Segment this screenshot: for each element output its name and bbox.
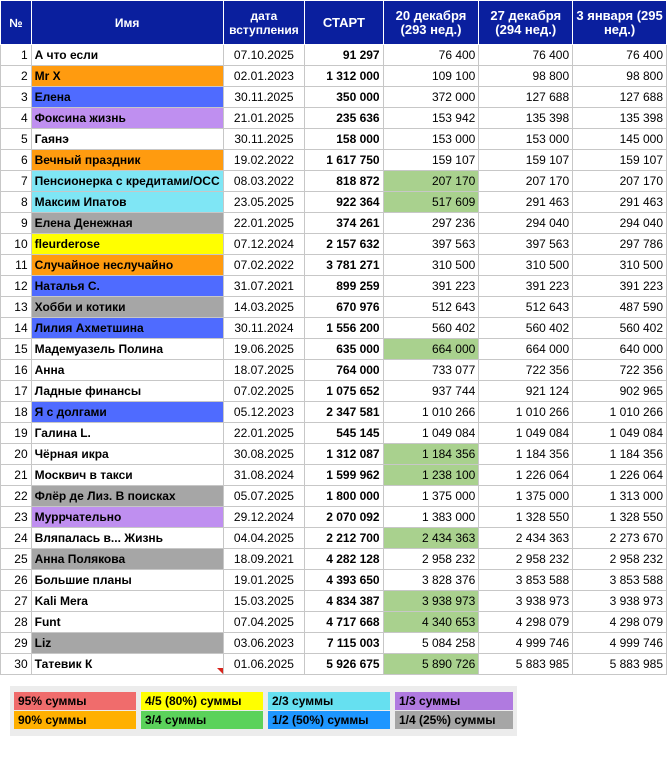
participant-name: Большие планы <box>31 570 223 591</box>
week-1-value: 1 238 100 <box>383 465 479 486</box>
week-2-value: 207 170 <box>479 171 573 192</box>
week-1-value: 1 010 266 <box>383 402 479 423</box>
participant-name: Вечный праздник <box>31 150 223 171</box>
join-date: 05.07.2025 <box>223 486 305 507</box>
start-amount: 4 282 128 <box>305 549 383 570</box>
week-2-value: 2 434 363 <box>479 528 573 549</box>
header-start: СТАРТ <box>305 1 383 45</box>
week-3-value: 1 328 550 <box>573 507 667 528</box>
row-number: 29 <box>1 633 32 654</box>
join-date: 07.02.2025 <box>223 381 305 402</box>
legend-item: 90% суммы <box>14 711 136 729</box>
week-2-value: 4 999 746 <box>479 633 573 654</box>
week-2-value: 512 643 <box>479 297 573 318</box>
week-3-value: 1 049 084 <box>573 423 667 444</box>
participant-name: А что если <box>31 45 223 66</box>
row-number: 3 <box>1 87 32 108</box>
participant-name: Флёр де Лиз. В поисках <box>31 486 223 507</box>
week-1-value: 1 383 000 <box>383 507 479 528</box>
participant-name: Елена Денежная <box>31 213 223 234</box>
start-amount: 922 364 <box>305 192 383 213</box>
join-date: 07.02.2022 <box>223 255 305 276</box>
row-number: 10 <box>1 234 32 255</box>
table-row <box>1 108 667 129</box>
week-2-value: 5 883 985 <box>479 654 573 675</box>
start-amount: 1 599 962 <box>305 465 383 486</box>
week-3-value: 135 398 <box>573 108 667 129</box>
legend-item: 1/3 суммы <box>395 692 513 710</box>
participant-name: Хобби и котики <box>31 297 223 318</box>
table-row <box>1 549 667 570</box>
comment-indicator-icon <box>217 668 223 674</box>
table-row <box>1 360 667 381</box>
participant-name: Я с долгами <box>31 402 223 423</box>
table-row <box>1 213 667 234</box>
participant-name: Галина L. <box>31 423 223 444</box>
week-1-value: 937 744 <box>383 381 479 402</box>
week-3-value: 902 965 <box>573 381 667 402</box>
week-2-value: 397 563 <box>479 234 573 255</box>
start-amount: 2 212 700 <box>305 528 383 549</box>
table-row <box>1 297 667 318</box>
week-2-value: 153 000 <box>479 129 573 150</box>
join-date: 21.01.2025 <box>223 108 305 129</box>
header-num: № <box>1 1 32 45</box>
week-1-value: 1 375 000 <box>383 486 479 507</box>
week-2-value: 294 040 <box>479 213 573 234</box>
start-amount: 3 781 271 <box>305 255 383 276</box>
join-date: 31.08.2024 <box>223 465 305 486</box>
week-3-value: 291 463 <box>573 192 667 213</box>
week-2-value: 4 298 079 <box>479 612 573 633</box>
start-amount: 1 075 652 <box>305 381 383 402</box>
week-1-value: 76 400 <box>383 45 479 66</box>
week-3-value: 1 226 064 <box>573 465 667 486</box>
join-date: 15.03.2025 <box>223 591 305 612</box>
table-row <box>1 654 667 675</box>
legend-item: 2/3 суммы <box>268 692 390 710</box>
row-number: 14 <box>1 318 32 339</box>
table-row <box>1 276 667 297</box>
row-number: 8 <box>1 192 32 213</box>
week-1-value: 1 184 356 <box>383 444 479 465</box>
join-date: 29.12.2024 <box>223 507 305 528</box>
table-row <box>1 66 667 87</box>
table-row <box>1 45 667 66</box>
start-amount: 818 872 <box>305 171 383 192</box>
legend-item: 95% суммы <box>14 692 136 710</box>
week-3-value: 207 170 <box>573 171 667 192</box>
row-number: 1 <box>1 45 32 66</box>
week-3-value: 2 273 670 <box>573 528 667 549</box>
table-row <box>1 591 667 612</box>
table-row <box>1 87 667 108</box>
table-row <box>1 423 667 444</box>
row-number: 30 <box>1 654 32 675</box>
week-3-value: 560 402 <box>573 318 667 339</box>
table-row <box>1 255 667 276</box>
participant-name: Анна <box>31 360 223 381</box>
week-3-value: 127 688 <box>573 87 667 108</box>
week-2-value: 310 500 <box>479 255 573 276</box>
table-row <box>1 381 667 402</box>
week-3-value: 2 958 232 <box>573 549 667 570</box>
color-legend <box>10 686 517 736</box>
table-row <box>1 318 667 339</box>
week-2-value: 76 400 <box>479 45 573 66</box>
week-3-value: 3 938 973 <box>573 591 667 612</box>
row-number: 15 <box>1 339 32 360</box>
participant-name: Kali Mera <box>31 591 223 612</box>
week-2-value: 664 000 <box>479 339 573 360</box>
week-3-value: 297 786 <box>573 234 667 255</box>
participant-name: Liz <box>31 633 223 654</box>
participant-name: Татевик К <box>31 654 223 675</box>
row-number: 24 <box>1 528 32 549</box>
table-row <box>1 612 667 633</box>
participant-name: Наталья С. <box>31 276 223 297</box>
week-3-value: 4 298 079 <box>573 612 667 633</box>
table-row <box>1 129 667 150</box>
week-1-value: 5 890 726 <box>383 654 479 675</box>
week-2-value: 560 402 <box>479 318 573 339</box>
week-1-value: 4 340 653 <box>383 612 479 633</box>
week-3-value: 4 999 746 <box>573 633 667 654</box>
week-2-value: 1 375 000 <box>479 486 573 507</box>
row-number: 11 <box>1 255 32 276</box>
participant-name: Mr X <box>31 66 223 87</box>
week-1-value: 5 084 258 <box>383 633 479 654</box>
participant-name: Фоксина жизнь <box>31 108 223 129</box>
week-3-value: 391 223 <box>573 276 667 297</box>
join-date: 07.04.2025 <box>223 612 305 633</box>
start-amount: 1 556 200 <box>305 318 383 339</box>
week-3-value: 722 356 <box>573 360 667 381</box>
join-date: 31.07.2021 <box>223 276 305 297</box>
table-row <box>1 633 667 654</box>
join-date: 22.01.2025 <box>223 423 305 444</box>
week-1-value: 372 000 <box>383 87 479 108</box>
start-amount: 1 617 750 <box>305 150 383 171</box>
week-2-value: 127 688 <box>479 87 573 108</box>
start-amount: 635 000 <box>305 339 383 360</box>
week-1-value: 664 000 <box>383 339 479 360</box>
participant-name: Лилия Ахметшина <box>31 318 223 339</box>
join-date: 18.07.2025 <box>223 360 305 381</box>
join-date: 05.12.2023 <box>223 402 305 423</box>
table-body <box>1 45 667 675</box>
start-amount: 5 926 675 <box>305 654 383 675</box>
week-1-value: 2 434 363 <box>383 528 479 549</box>
start-amount: 764 000 <box>305 360 383 381</box>
join-date: 14.03.2025 <box>223 297 305 318</box>
row-number: 28 <box>1 612 32 633</box>
legend-item: 3/4 суммы <box>141 711 263 729</box>
row-number: 17 <box>1 381 32 402</box>
participant-name: Случайное неслучайно <box>31 255 223 276</box>
participant-name: Вляпалась в... Жизнь <box>31 528 223 549</box>
start-amount: 4 834 387 <box>305 591 383 612</box>
join-date: 19.02.2022 <box>223 150 305 171</box>
table-row <box>1 402 667 423</box>
week-3-value: 1 184 356 <box>573 444 667 465</box>
row-number: 9 <box>1 213 32 234</box>
participant-name: Муррчательно <box>31 507 223 528</box>
week-3-value: 310 500 <box>573 255 667 276</box>
table-row <box>1 171 667 192</box>
week-3-value: 3 853 588 <box>573 570 667 591</box>
table-row <box>1 486 667 507</box>
week-3-value: 294 040 <box>573 213 667 234</box>
start-amount: 235 636 <box>305 108 383 129</box>
table-row <box>1 192 667 213</box>
week-1-value: 109 100 <box>383 66 479 87</box>
table-row <box>1 465 667 486</box>
week-3-value: 159 107 <box>573 150 667 171</box>
legend-item: 4/5 (80%) суммы <box>141 692 263 710</box>
week-2-value: 2 958 232 <box>479 549 573 570</box>
week-3-value: 145 000 <box>573 129 667 150</box>
week-2-value: 921 124 <box>479 381 573 402</box>
start-amount: 1 800 000 <box>305 486 383 507</box>
week-1-value: 207 170 <box>383 171 479 192</box>
start-amount: 899 259 <box>305 276 383 297</box>
row-number: 23 <box>1 507 32 528</box>
week-1-value: 153 000 <box>383 129 479 150</box>
week-2-value: 1 010 266 <box>479 402 573 423</box>
week-2-value: 3 938 973 <box>479 591 573 612</box>
start-amount: 91 297 <box>305 45 383 66</box>
week-1-value: 153 942 <box>383 108 479 129</box>
week-2-value: 135 398 <box>479 108 573 129</box>
join-date: 19.01.2025 <box>223 570 305 591</box>
table-row <box>1 444 667 465</box>
week-2-value: 291 463 <box>479 192 573 213</box>
row-number: 18 <box>1 402 32 423</box>
table-row <box>1 528 667 549</box>
start-amount: 1 312 000 <box>305 66 383 87</box>
week-2-value: 722 356 <box>479 360 573 381</box>
start-amount: 158 000 <box>305 129 383 150</box>
join-date: 30.08.2025 <box>223 444 305 465</box>
start-amount: 350 000 <box>305 87 383 108</box>
week-1-value: 391 223 <box>383 276 479 297</box>
week-1-value: 2 958 232 <box>383 549 479 570</box>
row-number: 25 <box>1 549 32 570</box>
legend-item: 1/2 (50%) суммы <box>268 711 390 729</box>
start-amount: 545 145 <box>305 423 383 444</box>
legend-item: 1/4 (25%) суммы <box>395 711 513 729</box>
participant-name: Елена <box>31 87 223 108</box>
week-1-value: 310 500 <box>383 255 479 276</box>
table-row <box>1 507 667 528</box>
start-amount: 7 115 003 <box>305 633 383 654</box>
participant-name: Funt <box>31 612 223 633</box>
join-date: 30.11.2025 <box>223 129 305 150</box>
week-1-value: 517 609 <box>383 192 479 213</box>
week-3-value: 640 000 <box>573 339 667 360</box>
row-number: 21 <box>1 465 32 486</box>
join-date: 07.10.2025 <box>223 45 305 66</box>
week-1-value: 512 643 <box>383 297 479 318</box>
start-amount: 4 717 668 <box>305 612 383 633</box>
participant-name: fleurderose <box>31 234 223 255</box>
participant-name: Гаянэ <box>31 129 223 150</box>
participant-name: Максим Ипатов <box>31 192 223 213</box>
join-date: 07.12.2024 <box>223 234 305 255</box>
week-3-value: 1 313 000 <box>573 486 667 507</box>
participant-name: Чёрная икра <box>31 444 223 465</box>
join-date: 18.09.2021 <box>223 549 305 570</box>
table-row <box>1 570 667 591</box>
week-1-value: 3 938 973 <box>383 591 479 612</box>
table-row <box>1 234 667 255</box>
header-row <box>1 1 667 45</box>
week-2-value: 1 328 550 <box>479 507 573 528</box>
week-3-value: 76 400 <box>573 45 667 66</box>
join-date: 02.01.2023 <box>223 66 305 87</box>
row-number: 22 <box>1 486 32 507</box>
table-row <box>1 150 667 171</box>
row-number: 19 <box>1 423 32 444</box>
week-3-value: 1 010 266 <box>573 402 667 423</box>
week-2-value: 1 184 356 <box>479 444 573 465</box>
header-week-3: 3 января (295 нед.) <box>573 1 667 45</box>
row-number: 2 <box>1 66 32 87</box>
participant-name: Ладные финансы <box>31 381 223 402</box>
start-amount: 374 261 <box>305 213 383 234</box>
join-date: 08.03.2022 <box>223 171 305 192</box>
start-amount: 2 070 092 <box>305 507 383 528</box>
week-2-value: 159 107 <box>479 150 573 171</box>
row-number: 20 <box>1 444 32 465</box>
week-3-value: 5 883 985 <box>573 654 667 675</box>
row-number: 16 <box>1 360 32 381</box>
participant-name: Анна Полякова <box>31 549 223 570</box>
header-date: дата вступления <box>223 1 305 45</box>
start-amount: 4 393 650 <box>305 570 383 591</box>
row-number: 4 <box>1 108 32 129</box>
row-number: 7 <box>1 171 32 192</box>
week-1-value: 297 236 <box>383 213 479 234</box>
table-row <box>1 339 667 360</box>
week-3-value: 487 590 <box>573 297 667 318</box>
row-number: 5 <box>1 129 32 150</box>
week-1-value: 1 049 084 <box>383 423 479 444</box>
week-2-value: 1 226 064 <box>479 465 573 486</box>
week-2-value: 3 853 588 <box>479 570 573 591</box>
week-2-value: 98 800 <box>479 66 573 87</box>
header-week-1: 20 декабря (293 нед.) <box>383 1 479 45</box>
row-number: 13 <box>1 297 32 318</box>
join-date: 23.05.2025 <box>223 192 305 213</box>
week-2-value: 1 049 084 <box>479 423 573 444</box>
row-number: 6 <box>1 150 32 171</box>
start-amount: 2 347 581 <box>305 402 383 423</box>
join-date: 19.06.2025 <box>223 339 305 360</box>
join-date: 03.06.2023 <box>223 633 305 654</box>
join-date: 22.01.2025 <box>223 213 305 234</box>
header-name: Имя <box>31 1 223 45</box>
join-date: 30.11.2024 <box>223 318 305 339</box>
week-1-value: 397 563 <box>383 234 479 255</box>
week-1-value: 733 077 <box>383 360 479 381</box>
row-number: 27 <box>1 591 32 612</box>
week-1-value: 159 107 <box>383 150 479 171</box>
participant-name: Москвич в такси <box>31 465 223 486</box>
join-date: 30.11.2025 <box>223 87 305 108</box>
week-2-value: 391 223 <box>479 276 573 297</box>
header-week-2: 27 декабря (294 нед.) <box>479 1 573 45</box>
row-number: 12 <box>1 276 32 297</box>
join-date: 01.06.2025 <box>223 654 305 675</box>
start-amount: 1 312 087 <box>305 444 383 465</box>
week-1-value: 3 828 376 <box>383 570 479 591</box>
week-3-value: 98 800 <box>573 66 667 87</box>
participant-name: Мадемуазель Полина <box>31 339 223 360</box>
week-1-value: 560 402 <box>383 318 479 339</box>
start-amount: 670 976 <box>305 297 383 318</box>
participant-name: Пенсионерка с кредитами/ОСС <box>31 171 223 192</box>
row-number: 26 <box>1 570 32 591</box>
start-amount: 2 157 632 <box>305 234 383 255</box>
join-date: 04.04.2025 <box>223 528 305 549</box>
